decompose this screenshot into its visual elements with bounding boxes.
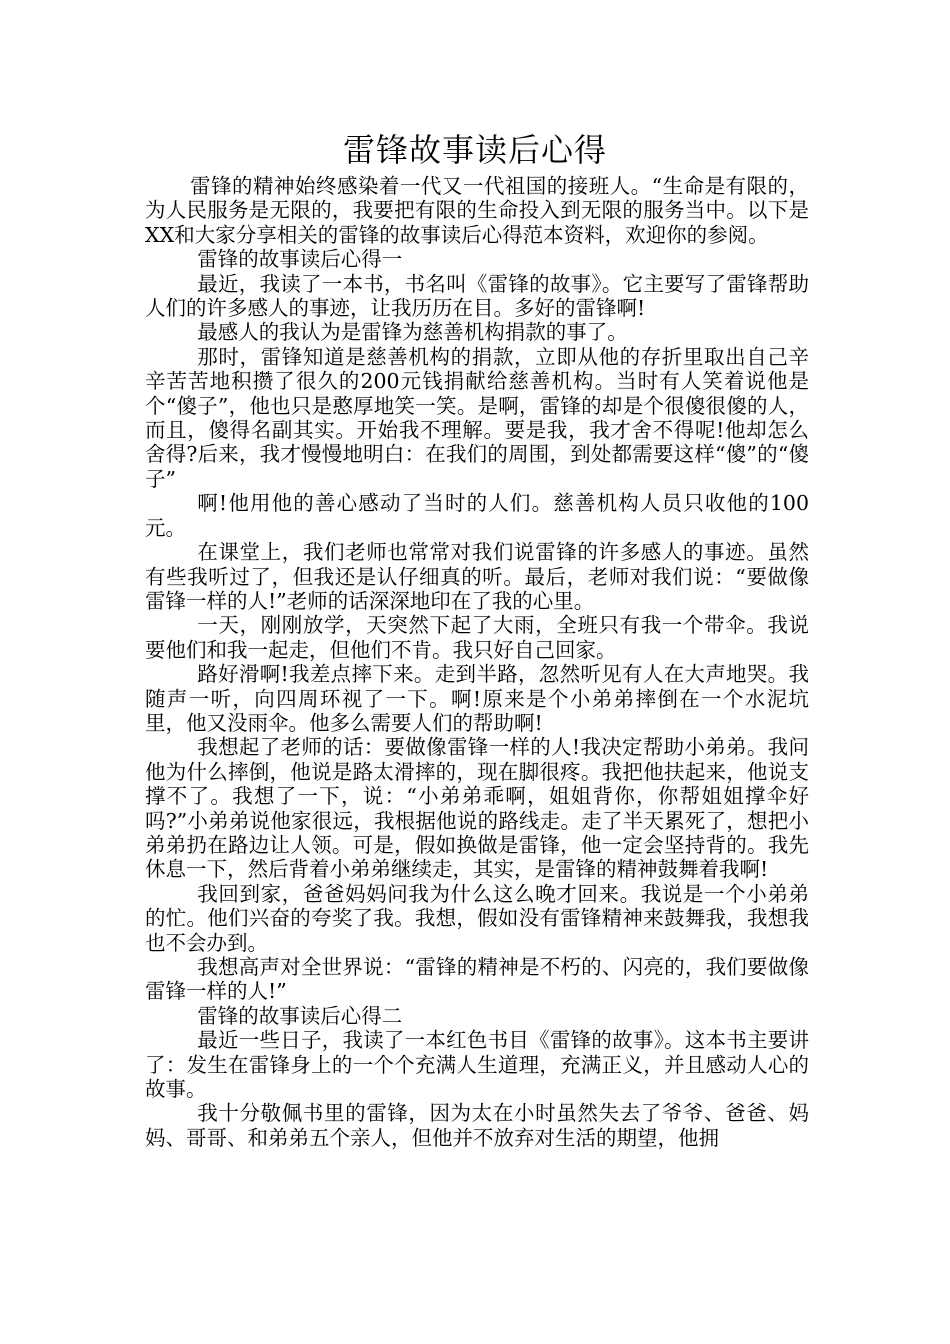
paragraph: 在课堂上，我们老师也常常对我们说雷锋的许多感人的事迹。虽然有些我听过了，但我还是认仔细真的听。最后，老师对我们说：“要做像雷锋一样的人!”老师的话深深地印在了我的心里。 [145,540,809,613]
section-heading-one: 雷锋的故事读后心得一 [197,247,403,272]
paragraph-intro: 雷锋的精神始终感染着一代又一代祖国的接班人。“生命是有限的，为人民服务是无限的，我要把有限的生命投入到无限的服务当中。以下是XX和大家分享相关的雷锋的故事读后心得范本资料，欢迎你的参阅。 [145,174,809,247]
paragraph: 我想起了老师的话：要做像雷锋一样的人!我决定帮助小弟弟。我问他为什么摔倒，他说是路太滑摔的，现在脚很疼。我把他扶起来，他说支撑不了。我想了一下，说：“小弟弟乖啊，姐姐背你，你帮姐姐撑伞好吗?”小弟弟说他家很远，我根据他说的路线走。走了半天累死了，想把小弟弟扔在路边让人领。可是，假如换做是雷锋，他一定会坚持背的。我先休息一下，然后背着小弟弟继续走，其实，是雷锋的精神鼓舞着我啊! [145,735,809,882]
paragraph: 啊!他用他的善心感动了当时的人们。慈善机构人员只收他的100元。 [145,491,809,540]
paragraph: 我想高声对全世界说：“雷锋的精神是不朽的、闪亮的，我们要做像雷锋一样的人!” [145,955,809,1004]
paragraph: 我回到家，爸爸妈妈问我为什么这么晚才回来。我说是一个小弟弟的忙。他们兴奋的夸奖了我。我想，假如没有雷锋精神来鼓舞我，我想我也不会办到。 [145,881,809,955]
paragraph: 最近一些日子，我读了一本红色书目《雷锋的故事》。这本书主要讲了：发生在雷锋身上的一个个充满人生道理，充满正义，并且感动人心的故事。 [145,1028,809,1102]
section-heading-two: 雷锋的故事读后心得二 [197,1003,403,1028]
document-title: 雷锋故事读后心得 [342,131,607,169]
paragraph: 那时，雷锋知道是慈善机构的捐款，立即从他的存折里取出自己辛辛苦苦地积攒了很久的200元钱捐献给慈善机构。当时有人笑着说他是个“傻子”，他也只是憨厚地笑一笑。是啊，雷锋的却是个很傻很傻的人，而且，傻得名副其实。开始我不理解。要是我，我才舍不得呢!他却怎么舍得?后来，我才慢慢地明白：在我们的周围，到处都需要这样“傻”的“傻子” [145,344,809,491]
paragraph: 我十分敬佩书里的雷锋，因为太在小时虽然失去了爷爷、爸爸、妈妈、哥哥、和弟弟五个亲人，但他并不放弃对生活的期望，他拥 [145,1101,809,1150]
paragraph: 路好滑啊!我差点摔下来。走到半路，忽然听见有人在大声地哭。我随声一听，向四周环视了一下。啊!原来是个小弟弟摔倒在一个水泥坑里，他又没雨伞。他多么需要人们的帮助啊! [145,662,809,735]
document-body [145,174,809,1150]
paragraph: 一天，刚刚放学，天突然下起了大雨，全班只有我一个带伞。我说要他们和我一起走，但他们不肯。我只好自己回家。 [145,613,809,662]
paragraph: 最感人的我认为是雷锋为慈善机构捐款的事了。 [197,320,628,345]
paragraph: 最近，我读了一本书，书名叫《雷锋的故事》。它主要写了雷锋帮助人们的许多感人的事迹，让我历历在目。多好的雷锋啊! [145,271,809,321]
